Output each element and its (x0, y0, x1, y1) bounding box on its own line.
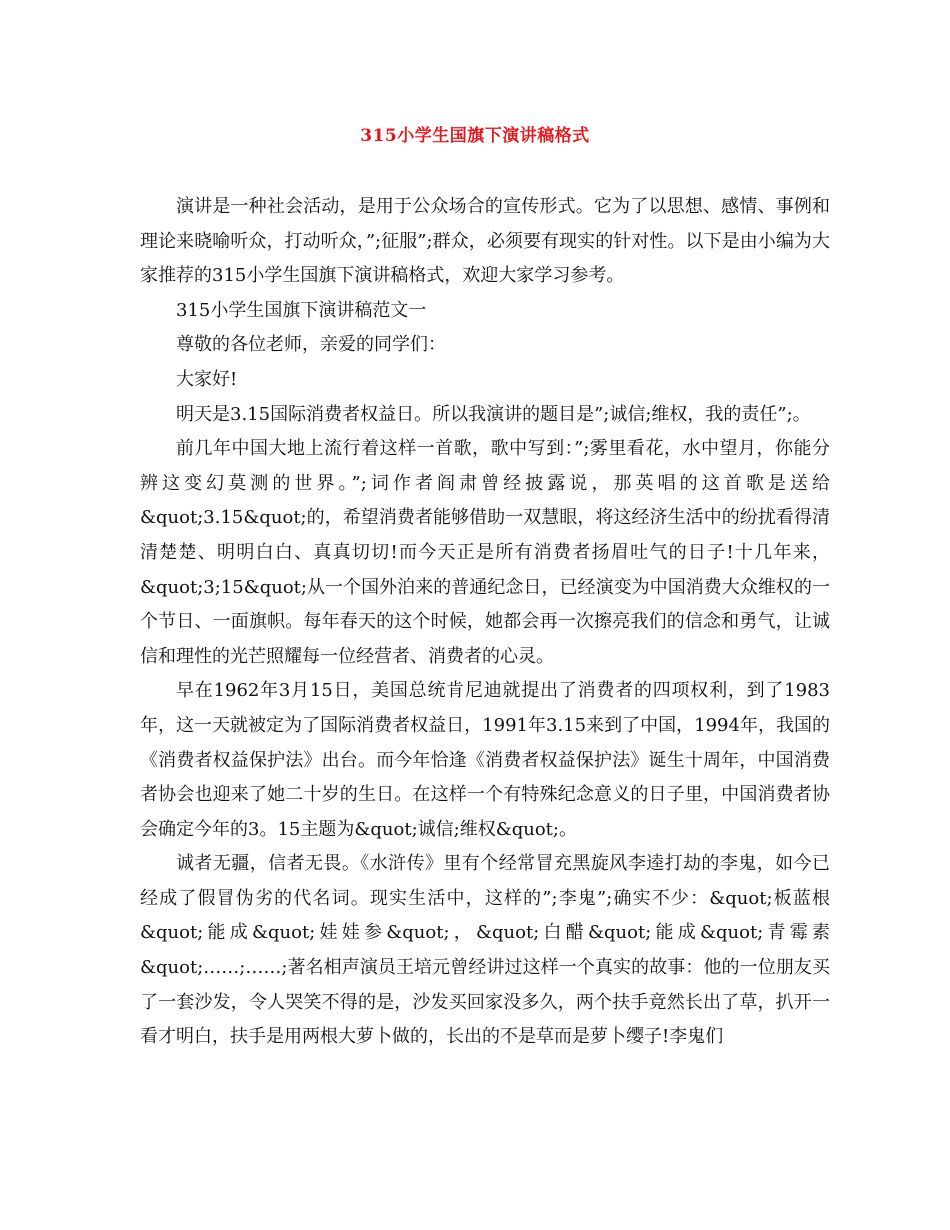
paragraph-topic: 明天是3.15国际消费者权益日。所以我演讲的题目是”;诚信;维权，我的责任”;。 (176, 403, 811, 425)
paragraph-intro: 演讲是一种社会活动，是用于公众场合的宣传形式。它为了以思想、感情、事例和理论来晓喻听众，打动听众，”;征服”;群众，必须要有现实的针对性。以下是由小编为大家推荐的315小学生国旗下演讲稿格式，欢迎大家学习参考。 (140, 196, 830, 287)
document-body (140, 190, 830, 1055)
paragraph-salutation: 尊敬的各位老师，亲爱的同学们： (176, 334, 446, 356)
paragraph-subtitle: 315小学生国旗下演讲稿范文一 (176, 299, 427, 321)
paragraph-song: 前几年中国大地上流行着这样一首歌，歌中写到：”;雾里看花，水中望月，你能分辨这变幻莫测的世界。”;词作者阎肃曾经披露说，那英唱的这首歌是送给&quot;3.15&quot;的，希望消费者能够借助一双慧眼，将这经济生活中的纷扰看得清清楚楚、明明白白、真真切切!而今天正是所有消费者扬眉吐气的日子!十几年来，&quot;3;15&quot;从一个国外泊来的普通纪念日，已经演变为中国消费大众维权的一个节日、一面旗帜。每年春天的这个时候，她都会再一次擦亮我们的信念和勇气，让诚信和理性的光芒照耀每一位经营者、消费者的心灵。 (140, 438, 830, 667)
document-title: 315小学生国旗下演讲稿格式 (360, 126, 590, 146)
paragraph-honesty: 诚者无疆，信者无畏。《水浒传》里有个经常冒充黑旋风李逵打劫的李鬼，如今已经成了假冒伪劣的代名词。现实生活中，这样的”;李鬼”;确实不少：&quot;板蓝根&quot;能成&quot;娃娃参&quot;，&quot;白醋&quot;能成&quot;青霉素&quot;……;……;著名相声演员王培元曾经讲过这样一个真实的故事：他的一位朋友买了一套沙发，令人哭笑不得的是，沙发买回家没多久，两个扶手竟然长出了草，扒开一看才明白，扶手是用两根大萝卜做的，长出的不是草而是萝卜缨子!李鬼们 (140, 853, 830, 1048)
paragraph-greeting: 大家好! (176, 368, 238, 390)
paragraph-history: 早在1962年3月15日，美国总统肯尼迪就提出了消费者的四项权利，到了1983年，这一天就被定为了国际消费者权益日，1991年3.15来到了中国，1994年，我国的《消费者权益保护法》出台。而今年恰逢《消费者权益保护法》诞生十周年，中国消费者协会也迎来了她二十岁的生日。在这样一个有特殊纪念意义的日子里，中国消费者协会确定今年的3。15主题为&quot;诚信;维权&quot;。 (140, 680, 830, 840)
